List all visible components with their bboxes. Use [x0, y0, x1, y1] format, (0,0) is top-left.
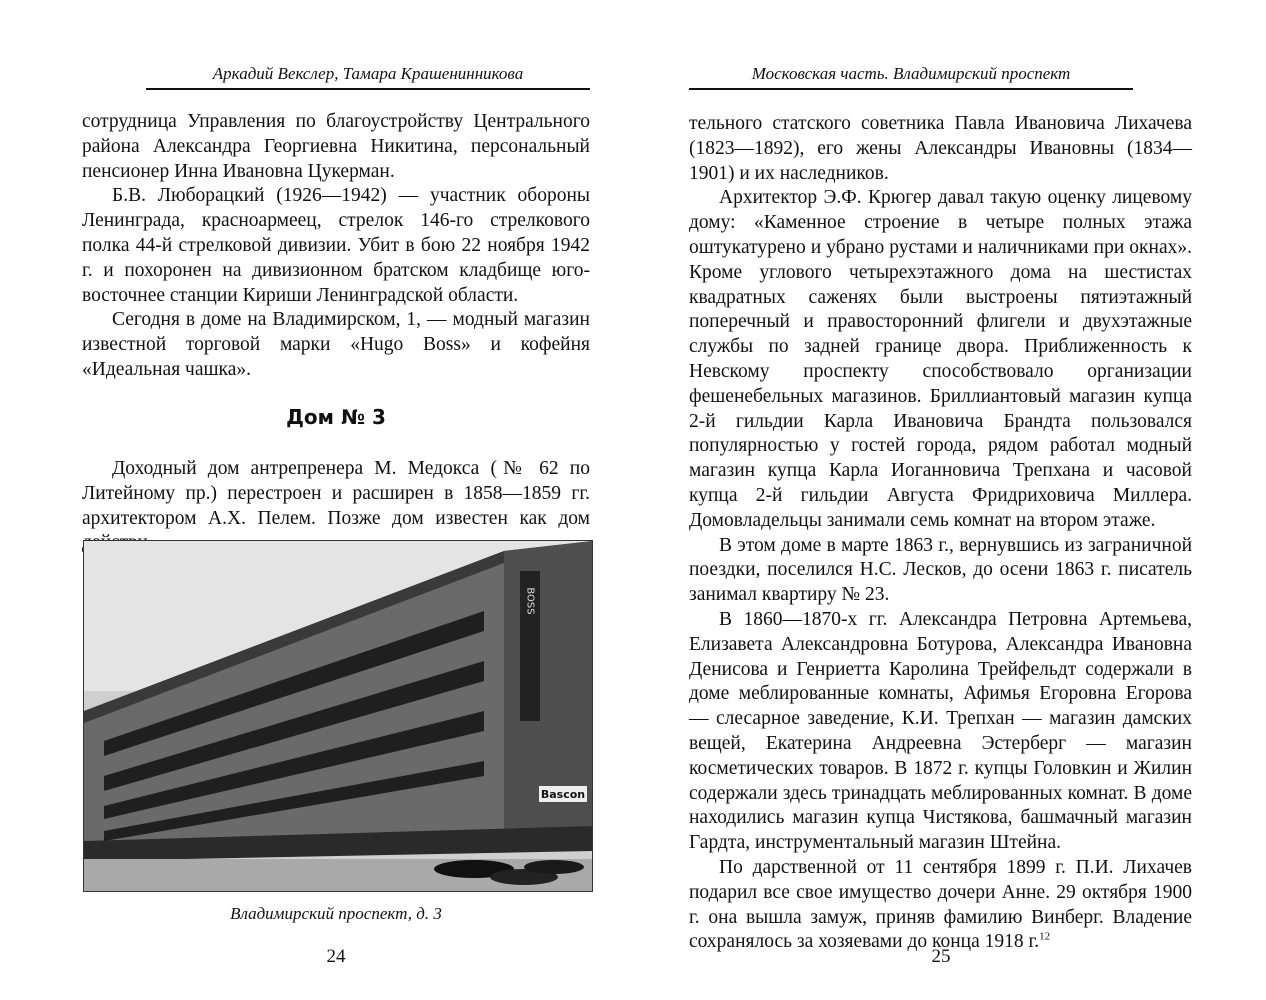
shop-sign-text: Bascon: [540, 788, 586, 801]
page-number: 24: [326, 946, 346, 967]
paragraph: Б.В. Люборацкий (1926—1942) — участник обороны Ленинграда, красноармеец, стрелок 146-го стрелкового полка 44-й стрелковой дивизии. Убит в бою 22 ноября 1942 г. и похоронен на дивизионном братском кладбище юго-восточнее станции Кириши Ленинградской области.: [82, 185, 590, 306]
paragraph: тельного статского советника Павла Ивановича Лихачева (1823—1892), его жены Александры Ивановны (1834—1901) и их наследников.: [689, 113, 1192, 184]
section-heading: Дом № 3: [286, 405, 386, 429]
body-text: [689, 112, 1192, 955]
vertical-sign-text: BOSS: [524, 587, 536, 615]
running-head-chapter: Московская часть. Владимирский проспект: [689, 64, 1133, 90]
paragraph: Доходный дом антрепренера М. Медокса (№ 62 по Литейному пр.) перестроен и расширен в 1858—1859 гг. архитектором А.Х. Пелем. Позже дом известен как дом: [82, 458, 590, 529]
running-head-authors: Аркадий Векслер, Тамара Крашенинникова: [146, 64, 590, 90]
paragraph: сотрудница Управления по благоустройству Центрального района Александра Георгиевна Никитина, персональный пенсионер Инна Ивановна Цукерман.: [82, 111, 590, 182]
paragraph-last-text: По дарственной от 11 сентября 1899 г. П.И. Лихачев подарил все свое имущество дочери Анне. 29 октября 1900 г. она вышла замуж, приняв фамилию Винберг. Владение сохранялось за хозяевами до конца 1918 г.: [689, 856, 1192, 953]
paragraph-last: [689, 856, 1192, 955]
paragraph: В 1860—1870-х гг. Александра Петровна Артемьева, Елизавета Александровна Ботурова, Александра Ивановна Денисова и Генриетта Каролина Трейфельдт содержали в доме меблированные комнаты, Афимья Егоровна Егорова — слесарное заведение, К.И. Трепхан — магазин дамских вещей, Екатерина Андреевна Эстерберг — магазин косметических товаров. В 1872 г. купцы Головкин и Жилин содержали здесь тринадцать меблированных комнат. В доме находились магазин купца Чистякова, башмачный магазин Гардта, инструментальный магазин Штейна.: [689, 608, 1192, 854]
body-text-top: [82, 110, 590, 383]
paragraph: В этом доме в марте 1863 г., вернувшись из заграничной поездки, поселился Н.С. Лесков, до осени 1863 г. писатель занимал квартиру № 23.: [689, 534, 1192, 606]
photo-caption: Владимирский проспект, д. 3: [230, 904, 442, 923]
page-number: 25: [931, 946, 951, 967]
right-page: [633, 0, 1266, 1000]
paragraph: Архитектор Э.Ф. Крюгер давал такую оценку лицевому дому: «Каменное строение в четыре полных этажа оштукатурено и убрано рустами и наличниками при окнах». Кроме углового четырехэтажного дома на шестистах квадратных саженях были выстроены пятиэтажный поперечный и правосторонний флигели и двухэтажные службы по задней границе двора. Приближенность к Невскому проспекту способствовало организации фешенебельных магазинов. Бриллиантовый магазин купца 2-й гильдии Карла Ивановича Брандта пользовался популярностью у гостей города, рядом работал модный магазин купца Карла Иоганновича Трепхана и часовой купца 2-й гильдии Августа Фридриховича Миллера. Домовладельцы занимали семь комнат на втором этаже.: [689, 187, 1192, 531]
footnote-reference: 12: [1039, 930, 1051, 943]
paragraph: Сегодня в доме на Владимирском, 1, — модный магазин известной торговой марки «Hugo Boss» и кофейня «Идеальная чашка».: [82, 309, 590, 380]
building-photo: [83, 540, 593, 892]
building-photo-illustration: [84, 541, 592, 891]
